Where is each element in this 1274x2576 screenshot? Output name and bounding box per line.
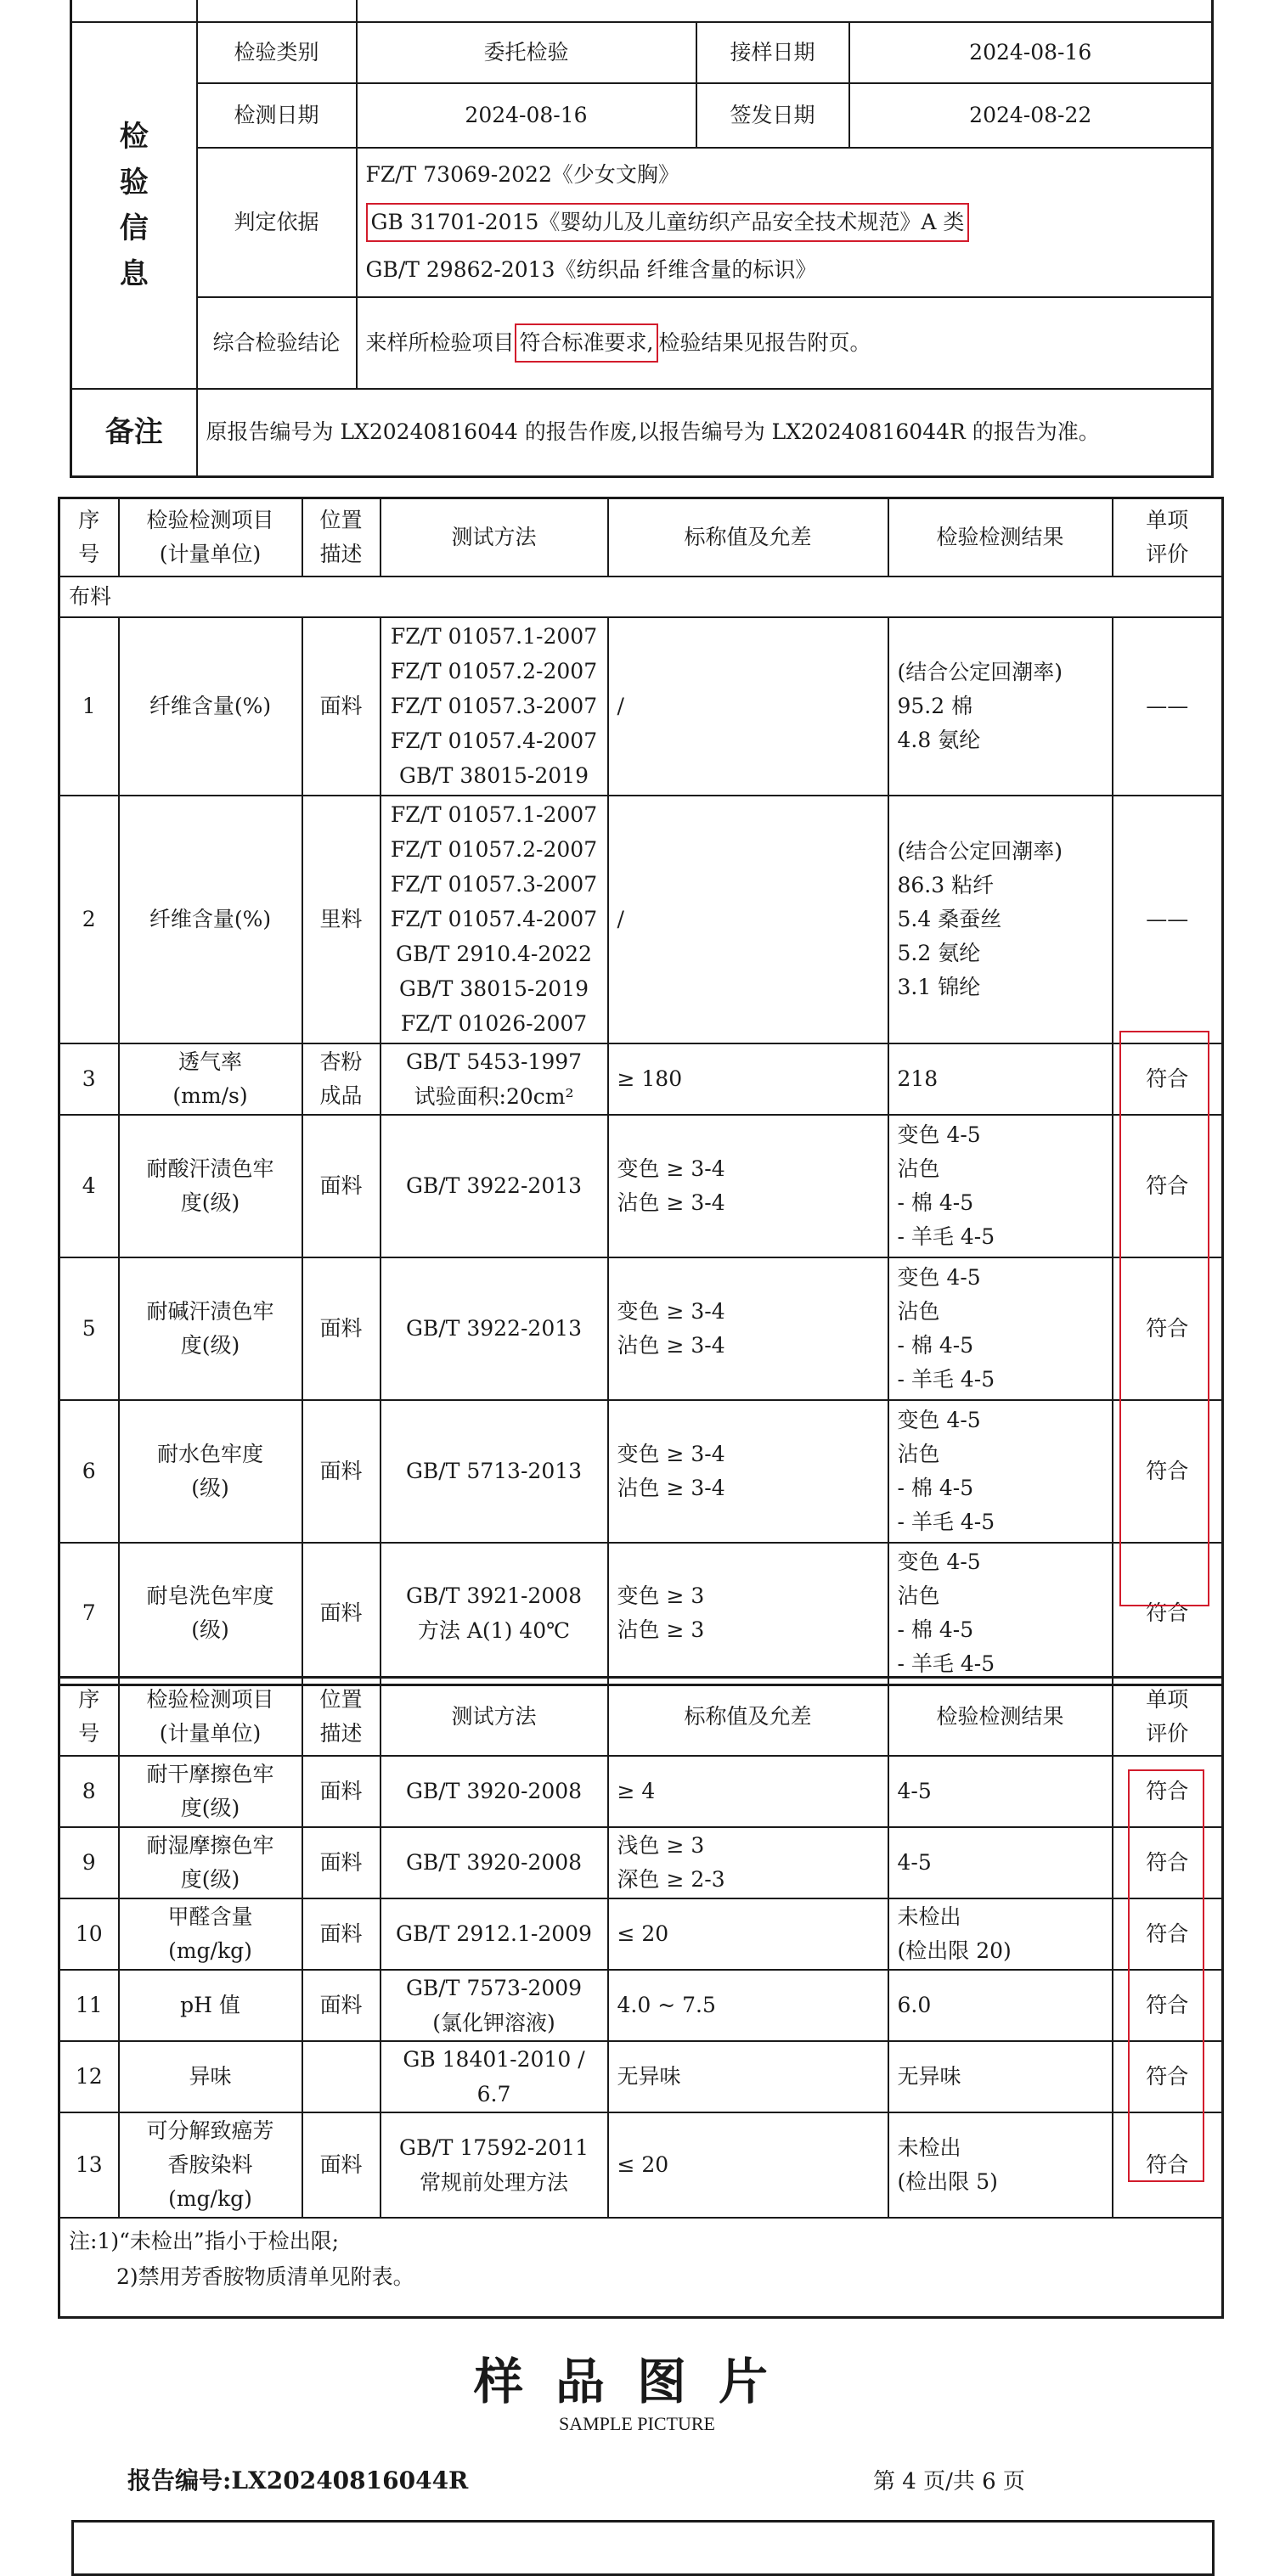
col-header-nominal: 标称值及允差 bbox=[608, 1678, 888, 1756]
row-item: 耐皂洗色牢度 (级) bbox=[119, 1543, 302, 1685]
row-method: GB/T 17592-2011 常规前处理方法 bbox=[381, 2112, 608, 2218]
row-nominal: / bbox=[608, 796, 888, 1043]
row-item: 纤维含量(%) bbox=[119, 796, 302, 1043]
row-position: 面料 bbox=[302, 1257, 381, 1400]
col-header-method: 测试方法 bbox=[381, 1678, 608, 1756]
label-conclusion: 综合检验结论 bbox=[197, 297, 357, 389]
row-position: 面料 bbox=[302, 1400, 381, 1543]
row-position: 面料 bbox=[302, 1115, 381, 1257]
row-method: GB/T 3920-2008 bbox=[381, 1756, 608, 1827]
row-evaluation: 符合 bbox=[1113, 1400, 1223, 1543]
row-position: 面料 bbox=[302, 1970, 381, 2041]
row-item: 耐湿摩擦色牢 度(级) bbox=[119, 1827, 302, 1898]
basis-standard-3: GB/T 29862-2013《纺织品 纤维含量的标识》 bbox=[365, 256, 817, 282]
conclusion-text: 来样所检验项目 符合标准要求, 检验结果见报告附页。 bbox=[357, 297, 1213, 389]
row-nominal: ≥ 180 bbox=[608, 1043, 888, 1115]
row-method: FZ/T 01057.1-2007 FZ/T 01057.2-2007 FZ/T 01057.3-2007 FZ/T 01057.4-2007 GB/T 2910.4-2022 GB/T 38015-2019 FZ/T 01026-2007 bbox=[381, 796, 608, 1043]
row-item: 异味 bbox=[119, 2041, 302, 2112]
row-item: 耐碱汗渍色牢 度(级) bbox=[119, 1257, 302, 1400]
row-nominal: ≤ 20 bbox=[608, 2112, 888, 2218]
notes-cell bbox=[59, 2218, 1223, 2318]
col-header-item: 检验检测项目 (计量单位) bbox=[119, 1678, 302, 1756]
row-result: 未检出 (检出限 5) bbox=[888, 2112, 1113, 2218]
value-issue-date: 2024-08-22 bbox=[849, 83, 1213, 148]
row-nominal: 4.0 ~ 7.5 bbox=[608, 1970, 888, 2041]
row-seq: 1 bbox=[59, 617, 119, 796]
col-header-evaluation: 单项 评价 bbox=[1113, 1678, 1223, 1756]
row-evaluation: 符合 bbox=[1113, 2041, 1223, 2112]
row-item: 纤维含量(%) bbox=[119, 617, 302, 796]
row-method: FZ/T 01057.1-2007 FZ/T 01057.2-2007 FZ/T 01057.3-2007 FZ/T 01057.4-2007 GB/T 38015-2019 bbox=[381, 617, 608, 796]
row-seq: 8 bbox=[59, 1756, 119, 1827]
row-item: 透气率 (mm/s) bbox=[119, 1043, 302, 1115]
table-row bbox=[59, 1970, 1223, 2041]
table-row bbox=[59, 1543, 1223, 1685]
row-method: GB/T 3921-2008 方法 A(1) 40℃ bbox=[381, 1543, 608, 1685]
row-result: 无异味 bbox=[888, 2041, 1113, 2112]
table-row bbox=[59, 796, 1223, 1043]
row-method: GB/T 5713-2013 bbox=[381, 1400, 608, 1543]
row-seq: 12 bbox=[59, 2041, 119, 2112]
table-row bbox=[59, 1257, 1223, 1400]
row-position: 面料 bbox=[302, 617, 381, 796]
row-position: 面料 bbox=[302, 1756, 381, 1827]
table-row bbox=[59, 1756, 1223, 1827]
row-seq: 11 bbox=[59, 1970, 119, 2041]
row-item: 可分解致癌芳 香胺染料 (mg/kg) bbox=[119, 2112, 302, 2218]
col-header-position: 位置 描述 bbox=[302, 498, 381, 577]
row-seq: 10 bbox=[59, 1898, 119, 1970]
category-row: 布料 bbox=[59, 577, 1223, 617]
col-header-method: 测试方法 bbox=[381, 498, 608, 577]
table-row bbox=[59, 1115, 1223, 1257]
row-seq: 6 bbox=[59, 1400, 119, 1543]
row-nominal: 变色 ≥ 3 沾色 ≥ 3 bbox=[608, 1543, 888, 1685]
row-nominal: 变色 ≥ 3-4 沾色 ≥ 3-4 bbox=[608, 1400, 888, 1543]
col-header-nominal: 标称值及允差 bbox=[608, 498, 888, 577]
row-position: 面料 bbox=[302, 1898, 381, 1970]
header-row bbox=[59, 1678, 1223, 1756]
row-evaluation: 符合 bbox=[1113, 1043, 1223, 1115]
row-result: 218 bbox=[888, 1043, 1113, 1115]
row-result: 6.0 bbox=[888, 1970, 1113, 2041]
row-result: 变色 4-5 沾色 - 棉 4-5 - 羊毛 4-5 bbox=[888, 1400, 1113, 1543]
value-inspection-type: 委托检验 bbox=[357, 22, 696, 83]
row-position: 杏粉 成品 bbox=[302, 1043, 381, 1115]
inspection-info-table bbox=[70, 0, 1214, 478]
col-header-item: 检验检测项目 (计量单位) bbox=[119, 498, 302, 577]
row-method: GB/T 3920-2008 bbox=[381, 1827, 608, 1898]
label-issue-date: 签发日期 bbox=[696, 83, 849, 148]
col-header-result: 检验检测结果 bbox=[888, 1678, 1113, 1756]
basis-standard-1: FZ/T 73069-2022《少女文胸》 bbox=[365, 161, 679, 187]
row-result: 变色 4-5 沾色 - 棉 4-5 - 羊毛 4-5 bbox=[888, 1543, 1113, 1685]
table-row bbox=[59, 1400, 1223, 1543]
row-position: 里料 bbox=[302, 796, 381, 1043]
row-item: 耐水色牢度 (级) bbox=[119, 1400, 302, 1543]
row-position bbox=[302, 2041, 381, 2112]
row-seq: 7 bbox=[59, 1543, 119, 1685]
row-position: 面料 bbox=[302, 1827, 381, 1898]
page-indicator: 第 4 页/共 6 页 bbox=[873, 2469, 1025, 2494]
row-seq: 3 bbox=[59, 1043, 119, 1115]
row-nominal: 无异味 bbox=[608, 2041, 888, 2112]
row-nominal: / bbox=[608, 617, 888, 796]
row-seq: 9 bbox=[59, 1827, 119, 1898]
label-inspection-type: 检验类别 bbox=[197, 22, 357, 83]
row-seq: 2 bbox=[59, 796, 119, 1043]
section-label-inspection-info: 检 验 信 息 bbox=[71, 22, 197, 389]
table-row bbox=[59, 2112, 1223, 2218]
row-item: 甲醛含量 (mg/kg) bbox=[119, 1898, 302, 1970]
blank-cell bbox=[71, 0, 197, 22]
label-receipt-date: 接样日期 bbox=[696, 22, 849, 83]
table-row bbox=[59, 1827, 1223, 1898]
row-nominal: ≤ 20 bbox=[608, 1898, 888, 1970]
col-header-seq: 序 号 bbox=[59, 498, 119, 577]
row-result: 4-5 bbox=[888, 1827, 1113, 1898]
row-evaluation: 符合 bbox=[1113, 1970, 1223, 2041]
judgement-basis-list bbox=[357, 148, 1213, 297]
row-seq: 5 bbox=[59, 1257, 119, 1400]
row-method: GB 18401-2010 / 6.7 bbox=[381, 2041, 608, 2112]
sample-picture-title: 样品图片 bbox=[473, 2353, 800, 2410]
row-nominal: 变色 ≥ 3-4 沾色 ≥ 3-4 bbox=[608, 1115, 888, 1257]
col-header-seq: 序 号 bbox=[59, 1678, 119, 1756]
conclusion-highlight: 符合标准要求, bbox=[515, 323, 659, 363]
test-results-table-2 bbox=[58, 1676, 1224, 2319]
row-seq: 13 bbox=[59, 2112, 119, 2218]
row-method: GB/T 7573-2009 (氯化钾溶液) bbox=[381, 1970, 608, 2041]
row-method: GB/T 3922-2013 bbox=[381, 1115, 608, 1257]
row-item: pH 值 bbox=[119, 1970, 302, 2041]
row-item: 耐干摩擦色牢 度(级) bbox=[119, 1756, 302, 1827]
row-result: 未检出 (检出限 20) bbox=[888, 1898, 1113, 1970]
table-row bbox=[59, 1043, 1223, 1115]
row-evaluation: 符合 bbox=[1113, 1257, 1223, 1400]
table-row bbox=[59, 1898, 1223, 1970]
remark-text: 原报告编号为 LX20240816044 的报告作废,以报告编号为 LX20240816044R 的报告为准。 bbox=[197, 389, 1213, 477]
row-method: GB/T 3922-2013 bbox=[381, 1257, 608, 1400]
row-position: 面料 bbox=[302, 2112, 381, 2218]
col-header-evaluation: 单项 评价 bbox=[1113, 498, 1223, 577]
row-result: 变色 4-5 沾色 - 棉 4-5 - 羊毛 4-5 bbox=[888, 1115, 1113, 1257]
row-evaluation: —— bbox=[1113, 796, 1223, 1043]
row-nominal: 变色 ≥ 3-4 沾色 ≥ 3-4 bbox=[608, 1257, 888, 1400]
row-evaluation: 符合 bbox=[1113, 2112, 1223, 2218]
basis-standard-2: GB 31701-2015《婴幼儿及儿童纺织产品安全技术规范》A 类 bbox=[366, 203, 970, 242]
sample-picture-subtitle: SAMPLE PICTURE bbox=[559, 2413, 715, 2434]
row-evaluation: 符合 bbox=[1113, 1756, 1223, 1827]
row-result: (结合公定回潮率) 86.3 粘纤 5.4 桑蚕丝 5.2 氨纶 3.1 锦纶 bbox=[888, 796, 1113, 1043]
row-seq: 4 bbox=[59, 1115, 119, 1257]
header-row bbox=[59, 498, 1223, 577]
table-row bbox=[59, 617, 1223, 796]
row-nominal: ≥ 4 bbox=[608, 1756, 888, 1827]
col-header-position: 位置 描述 bbox=[302, 1678, 381, 1756]
label-judgement-basis: 判定依据 bbox=[197, 148, 357, 297]
blank-cell bbox=[197, 0, 357, 22]
note-2: 2)禁用芳香胺物质清单见附表。 bbox=[116, 2264, 414, 2289]
table-row bbox=[59, 2041, 1223, 2112]
test-results-table-1 bbox=[58, 497, 1224, 1686]
row-result: 4-5 bbox=[888, 1756, 1113, 1827]
report-number: 报告编号:LX20240816044R bbox=[127, 2466, 469, 2494]
row-evaluation: 符合 bbox=[1113, 1543, 1223, 1685]
row-method: GB/T 2912.1-2009 bbox=[381, 1898, 608, 1970]
blank-cell bbox=[357, 0, 1213, 22]
row-method: GB/T 5453-1997 试验面积:20cm² bbox=[381, 1043, 608, 1115]
row-evaluation: 符合 bbox=[1113, 1898, 1223, 1970]
row-result: (结合公定回潮率) 95.2 棉 4.8 氨纶 bbox=[888, 617, 1113, 796]
value-test-date: 2024-08-16 bbox=[357, 83, 696, 148]
row-evaluation: —— bbox=[1113, 617, 1223, 796]
note-1: 注:1)“未检出”指小于检出限; bbox=[69, 2228, 340, 2253]
col-header-result: 检验检测结果 bbox=[888, 498, 1113, 577]
row-evaluation: 符合 bbox=[1113, 1827, 1223, 1898]
label-test-date: 检测日期 bbox=[197, 83, 357, 148]
row-evaluation: 符合 bbox=[1113, 1115, 1223, 1257]
value-receipt-date: 2024-08-16 bbox=[849, 22, 1213, 83]
sample-picture-frame bbox=[71, 2520, 1215, 2576]
row-result: 变色 4-5 沾色 - 棉 4-5 - 羊毛 4-5 bbox=[888, 1257, 1113, 1400]
row-position: 面料 bbox=[302, 1543, 381, 1685]
row-item: 耐酸汗渍色牢 度(级) bbox=[119, 1115, 302, 1257]
row-nominal: 浅色 ≥ 3 深色 ≥ 2-3 bbox=[608, 1827, 888, 1898]
label-remark: 备注 bbox=[71, 389, 197, 477]
